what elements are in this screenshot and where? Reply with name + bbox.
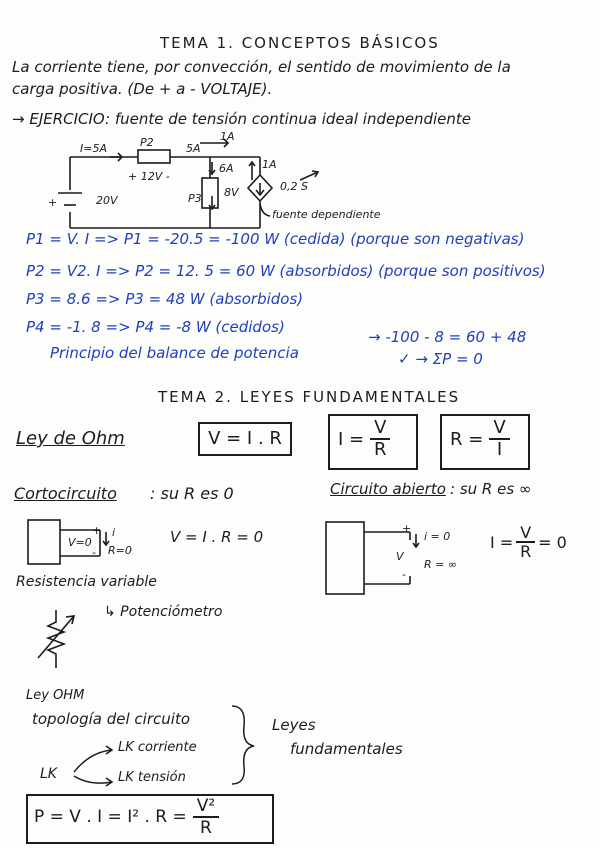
current-5a-label: 5A xyxy=(186,142,201,155)
tema1-title: TEMA 1. CONCEPTOS BÁSICOS xyxy=(160,34,440,52)
formula-ivr-num: V xyxy=(370,418,390,440)
battery-plus: + xyxy=(48,196,58,209)
balance-equation: → -100 - 8 = 60 + 48 xyxy=(368,328,527,346)
formula-ivr-den: R xyxy=(374,439,387,460)
intro-line-1: La corriente tiene, por convección, el sentido de movimiento de la xyxy=(12,58,511,76)
formula-rvi-den: I xyxy=(496,439,503,460)
voltage-12v-label: + 12V - xyxy=(128,170,170,183)
open-eq-num: V xyxy=(516,524,535,543)
short-i-label: i xyxy=(112,526,116,539)
open-circuit-title: Circuito abierto xyxy=(330,480,446,498)
current-6a-label: 6A xyxy=(219,162,234,175)
gain-label: 0,2 S xyxy=(280,180,308,193)
power-formula-lhs: P = V . I = I² . R = xyxy=(34,807,187,827)
balance-check: ✓ → ΣP = 0 xyxy=(398,350,483,368)
short-circuit-title: Cortocircuito xyxy=(14,484,117,503)
laws-group-label-2: fundamentales xyxy=(290,740,403,758)
source-voltage-label: 20V xyxy=(96,194,118,207)
variable-resistance-title: Resistencia variable xyxy=(16,574,157,590)
laws-group-label-1: Leyes xyxy=(272,716,316,734)
short-equation: V = I . R = 0 xyxy=(170,528,264,546)
power-formula xyxy=(34,796,219,838)
short-circuit-desc: : su R es 0 xyxy=(150,484,234,503)
open-v-label: V xyxy=(396,550,404,563)
formula-rvi-num: V xyxy=(489,418,509,440)
power-line-2: P2 = V2. I => P2 = 12. 5 = 60 W (absorbidos) (porque son positivos) xyxy=(26,262,546,280)
open-eq-rhs: = 0 xyxy=(538,532,567,552)
intro-line-2: carga positiva. (De + a - VOLTAJE). xyxy=(12,80,273,98)
formula-vir: V = I . R xyxy=(208,428,282,449)
law-ohm: Ley OHM xyxy=(26,688,85,703)
p3-label: P3 xyxy=(188,192,202,205)
open-minus: - xyxy=(402,568,406,581)
current-1a-top-label: 1A xyxy=(220,130,235,143)
formula-rvi-lhs: R = xyxy=(450,428,484,450)
p2-label: P2 xyxy=(140,136,154,149)
short-v-label: V=0 xyxy=(68,536,92,549)
open-eq-lhs: I = xyxy=(490,532,514,552)
short-r-label: R=0 xyxy=(108,544,132,557)
law-topology: topología del circuito xyxy=(32,710,190,728)
open-eq-den: R xyxy=(520,542,532,561)
short-minus: - xyxy=(92,546,96,559)
potentiometer-label: ↳ Potenciómetro xyxy=(104,604,223,620)
power-formula-den: R xyxy=(200,818,212,838)
formula-ivr-lhs: I = xyxy=(338,428,365,450)
power-formula-num: V² xyxy=(193,796,219,818)
open-i-label: i = 0 xyxy=(424,530,451,543)
power-line-1: P1 = V. I => P1 = -20.5 = -100 W (cedida) (porque son negativas) xyxy=(26,230,525,248)
ejercicio-statement: → EJERCICIO: fuente de tensión continua ideal independiente xyxy=(12,110,472,128)
open-r-label: R = ∞ xyxy=(424,558,458,571)
law-lk-voltage: LK tensión xyxy=(118,770,186,785)
open-plus: + xyxy=(402,522,412,535)
power-line-4: P4 = -1. 8 => P4 = -8 W (cedidos) xyxy=(26,318,285,336)
short-plus: + xyxy=(92,524,102,537)
law-lk: LK xyxy=(40,766,57,782)
dependent-source-note: fuente dependiente xyxy=(272,208,381,221)
tema2-title: TEMA 2. LEYES FUNDAMENTALES xyxy=(158,388,461,406)
ohm-law-title: Ley de Ohm xyxy=(16,428,125,449)
current-i-label: I=5A xyxy=(80,142,107,155)
open-circuit-desc: : su R es ∞ xyxy=(450,480,532,498)
power-line-3: P3 = 8.6 => P3 = 48 W (absorbidos) xyxy=(26,290,304,308)
law-lk-current: LK corriente xyxy=(118,740,197,755)
current-1a-label: 1A xyxy=(262,158,277,171)
voltage-8v-label: 8V xyxy=(224,186,239,199)
balance-label: Principio del balance de potencia xyxy=(50,344,299,362)
